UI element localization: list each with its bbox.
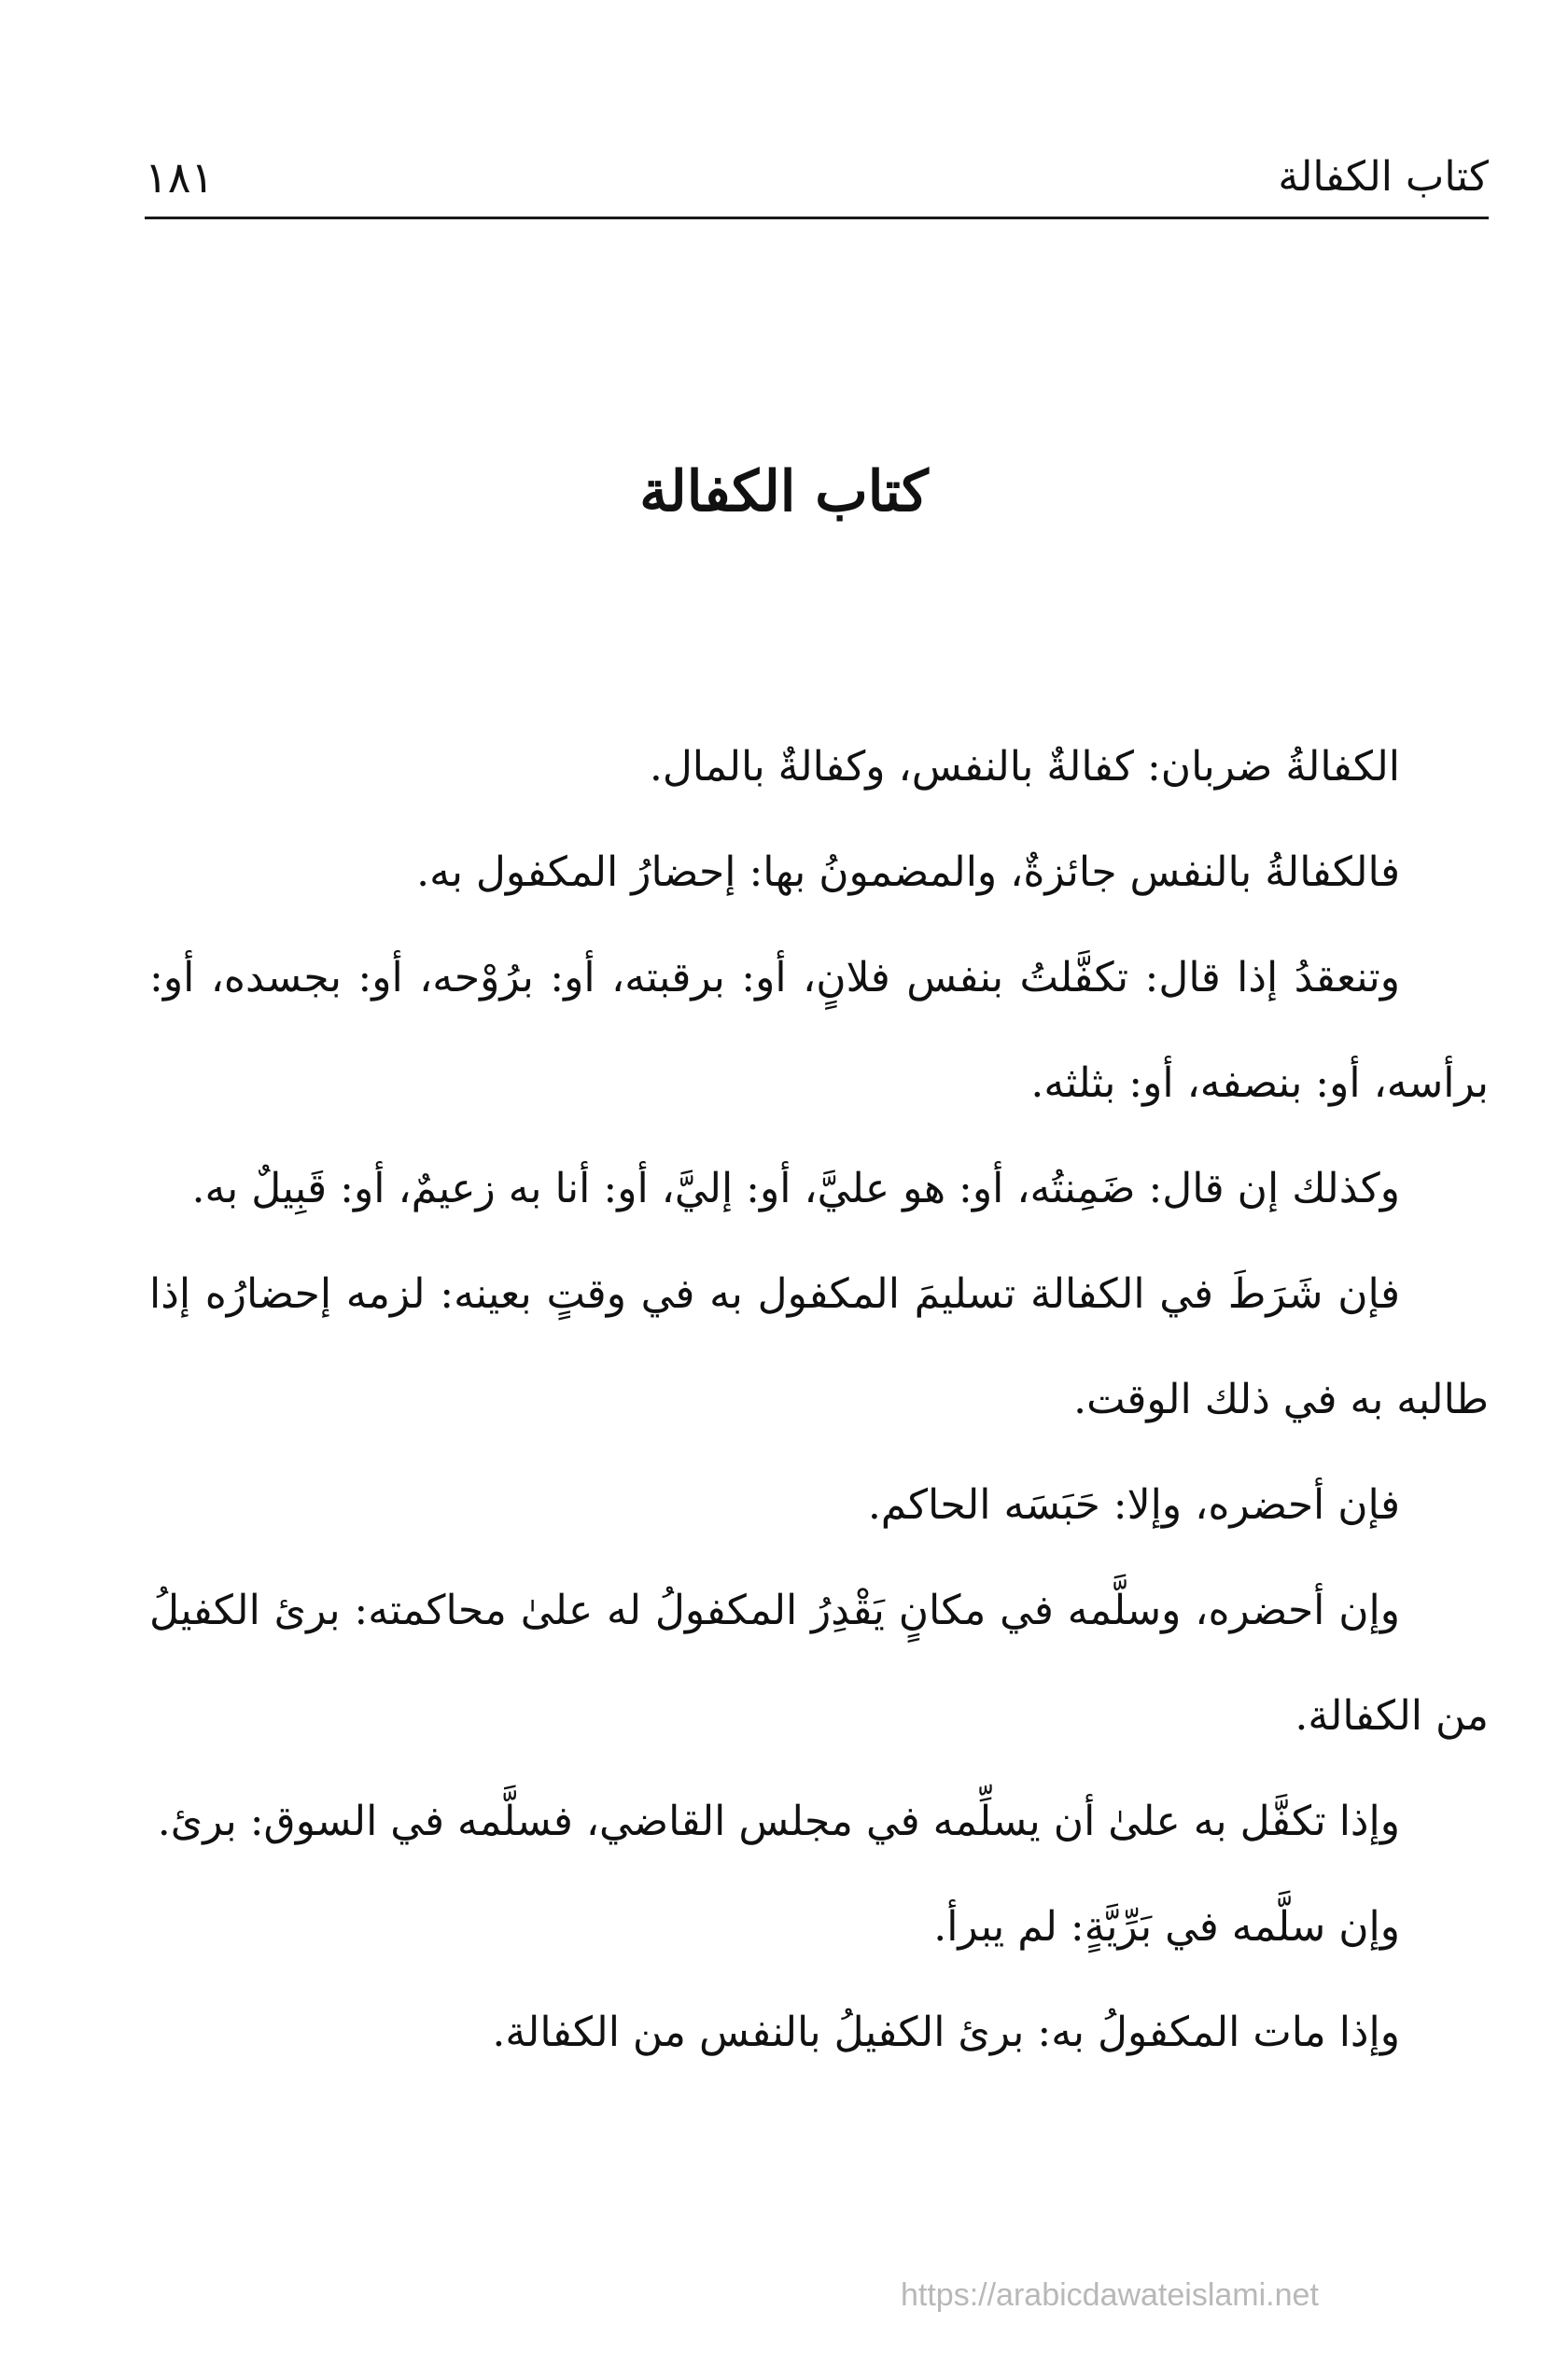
paragraph: وتنعقدُ إذا قال: تكفَّلتُ بنفس فلانٍ، أو: برقبته، أو: برُوْحه، أو: بجسده، أو: برأسه، أو: بنصفه، أو: بثلثه. — [149, 954, 1489, 1107]
page-number: ١٨١ — [145, 152, 215, 203]
paragraph: فالكفالةُ بالنفس جائزةٌ، والمضمونُ بها: إحضارُ المكفول به. — [416, 848, 1400, 896]
paragraph: فإن أحضره، وإلا: حَبَسَه الحاكم. — [867, 1481, 1400, 1529]
body-text — [149, 714, 1489, 2085]
paragraph: وإن أحضره، وسلَّمه في مكانٍ يَقْدِرُ المكفولُ له علىٰ محاكمته: برئ الكفيلُ من الكفالة. — [149, 1587, 1489, 1740]
paragraph: وإن سلَّمه في بَرِّيَّةٍ: لم يبرأ. — [933, 1903, 1400, 1951]
header-divider — [145, 217, 1489, 219]
paragraph: الكفالةُ ضربان: كفالةٌ بالنفس، وكفالةٌ بالمال. — [649, 743, 1400, 791]
paragraph: وكذلك إن قال: ضَمِنتُه، أو: هو عليَّ، أو: إليَّ، أو: أنا به زعيمٌ، أو: قَبِيلٌ به. — [191, 1165, 1400, 1212]
running-title: كتاب الكفالة — [1278, 153, 1489, 201]
watermark-url: https://arabicdawateislami.net — [901, 2277, 1319, 2313]
chapter-title: كتاب الكفالة — [639, 459, 929, 525]
paragraph: وإذا تكفَّل به علىٰ أن يسلِّمه في مجلس القاضي، فسلَّمه في السوق: برئ. — [157, 1798, 1400, 1845]
paragraph: وإذا مات المكفولُ به: برئ الكفيلُ بالنفس من الكفالة. — [492, 2009, 1400, 2056]
running-header — [145, 131, 1489, 219]
paragraph: فإن شَرَطَ في الكفالة تسليمَ المكفول به في وقتٍ بعينه: لزمه إحضارُه إذا طالبه به في ذلك الوقت. — [149, 1270, 1489, 1423]
